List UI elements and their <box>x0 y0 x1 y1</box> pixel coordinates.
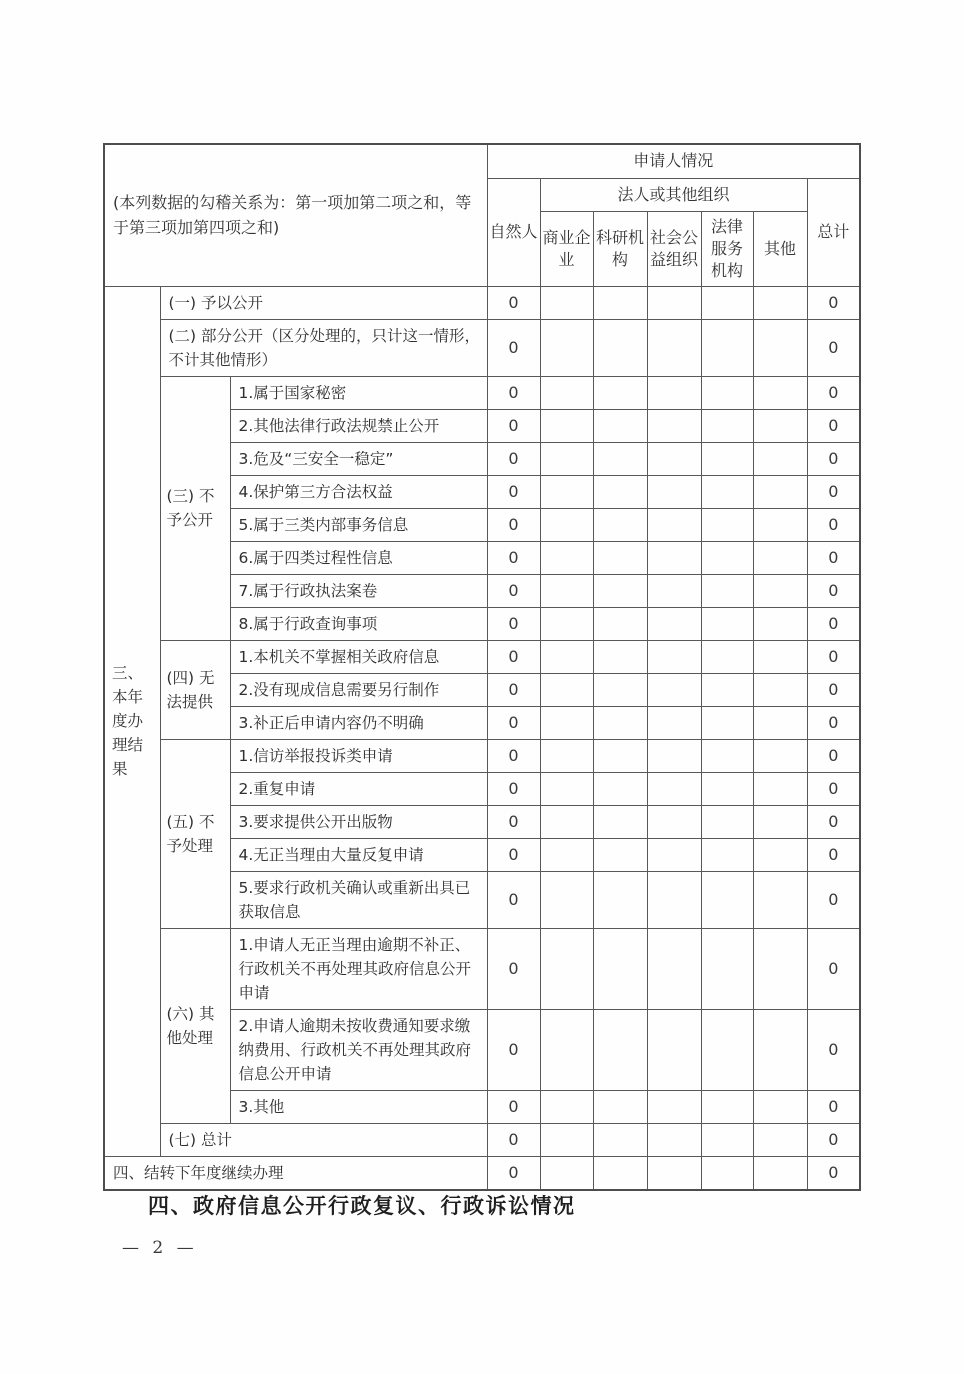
legal-org-group-header: 法人或其他组织 <box>540 178 807 211</box>
row-label-cell: 3.其他 <box>230 1090 487 1123</box>
value-cell <box>647 838 701 871</box>
value-cell <box>701 541 753 574</box>
page-number: — 2 — <box>122 1238 198 1258</box>
value-cell <box>701 607 753 640</box>
value-cell <box>593 607 647 640</box>
value-cell <box>753 409 807 442</box>
value-cell: 0 <box>487 607 540 640</box>
value-cell <box>540 838 593 871</box>
value-cell: 0 <box>487 1009 540 1090</box>
value-cell <box>753 805 807 838</box>
value-cell <box>647 508 701 541</box>
value-cell <box>647 442 701 475</box>
value-cell <box>701 772 753 805</box>
value-cell <box>647 607 701 640</box>
value-cell <box>753 1009 807 1090</box>
header-row-applicant <box>104 144 860 178</box>
row-label-cell: (一) 予以公开 <box>160 286 487 319</box>
value-cell: 0 <box>487 1090 540 1123</box>
value-cell: 0 <box>487 928 540 1009</box>
value-cell <box>753 442 807 475</box>
value-cell <box>647 1090 701 1123</box>
value-cell: 0 <box>487 574 540 607</box>
natural-person-header: 自然人 <box>487 178 540 286</box>
value-cell: 0 <box>807 319 860 376</box>
value-cell <box>701 508 753 541</box>
value-cell <box>701 805 753 838</box>
value-cell <box>701 286 753 319</box>
value-cell <box>753 1090 807 1123</box>
row-label-cell: 四、结转下年度继续办理 <box>104 1156 487 1190</box>
value-cell <box>593 838 647 871</box>
row-label-cell: 5.要求行政机关确认或重新出具已获取信息 <box>230 871 487 928</box>
value-cell: 0 <box>487 409 540 442</box>
row-label-cell: 4.无正当理由大量反复申请 <box>230 838 487 871</box>
value-cell <box>647 376 701 409</box>
value-cell: 0 <box>807 838 860 871</box>
value-cell: 0 <box>487 376 540 409</box>
row-label-cell: 8.属于行政查询事项 <box>230 607 487 640</box>
value-cell <box>647 574 701 607</box>
value-cell <box>540 871 593 928</box>
value-cell <box>753 928 807 1009</box>
group-label-cell: (六) 其他处理 <box>160 928 230 1123</box>
table-row <box>104 1156 860 1190</box>
value-cell <box>753 772 807 805</box>
next-section-heading: 四、政府信息公开行政复议、行政诉讼情况 <box>148 1194 576 1218</box>
value-cell: 0 <box>807 772 860 805</box>
value-cell: 0 <box>807 673 860 706</box>
value-cell <box>540 805 593 838</box>
table-row <box>104 739 860 772</box>
row-label-cell: 7.属于行政执法案卷 <box>230 574 487 607</box>
value-cell <box>647 1009 701 1090</box>
row-label-cell: 3.补正后申请内容仍不明确 <box>230 706 487 739</box>
table-header <box>104 144 860 286</box>
value-cell <box>647 319 701 376</box>
value-cell: 0 <box>487 1156 540 1190</box>
value-cell <box>593 508 647 541</box>
value-cell <box>540 607 593 640</box>
row-label-cell: 1.信访举报投诉类申请 <box>230 739 487 772</box>
value-cell <box>753 739 807 772</box>
value-cell <box>753 838 807 871</box>
value-cell <box>647 475 701 508</box>
value-cell <box>647 409 701 442</box>
row-label-cell: 3.要求提供公开出版物 <box>230 805 487 838</box>
value-cell <box>540 475 593 508</box>
value-cell: 0 <box>807 286 860 319</box>
group-label-cell: (四) 无法提供 <box>160 640 230 739</box>
value-cell <box>540 772 593 805</box>
value-cell <box>753 1156 807 1190</box>
value-cell: 0 <box>807 1123 860 1156</box>
value-cell <box>540 286 593 319</box>
row-label-cell: 1.申请人无正当理由逾期不补正、行政机关不再处理其政府信息公开申请 <box>230 928 487 1009</box>
value-cell <box>701 1123 753 1156</box>
value-cell <box>593 1090 647 1123</box>
value-cell: 0 <box>487 805 540 838</box>
report-table-body <box>104 286 860 1190</box>
value-cell <box>647 706 701 739</box>
value-cell <box>593 319 647 376</box>
row-label-cell: 1.属于国家秘密 <box>230 376 487 409</box>
value-cell <box>647 673 701 706</box>
value-cell: 0 <box>807 508 860 541</box>
value-cell <box>753 673 807 706</box>
value-cell: 0 <box>487 442 540 475</box>
value-cell <box>593 1156 647 1190</box>
value-cell <box>593 640 647 673</box>
value-cell <box>701 442 753 475</box>
row-label-cell: 3.危及“三安全一稳定” <box>230 442 487 475</box>
value-cell <box>753 541 807 574</box>
value-cell <box>647 286 701 319</box>
value-cell <box>540 541 593 574</box>
value-cell <box>701 640 753 673</box>
value-cell: 0 <box>807 1009 860 1090</box>
value-cell <box>593 574 647 607</box>
value-cell <box>540 706 593 739</box>
value-cell: 0 <box>807 928 860 1009</box>
value-cell: 0 <box>487 871 540 928</box>
value-cell: 0 <box>807 706 860 739</box>
value-cell: 0 <box>487 475 540 508</box>
value-cell <box>647 805 701 838</box>
section-label-cell: 三、本年度办理结果 <box>104 286 160 1156</box>
value-cell: 0 <box>807 475 860 508</box>
value-cell <box>701 739 753 772</box>
value-cell <box>701 1156 753 1190</box>
row-label-cell: 5.属于三类内部事务信息 <box>230 508 487 541</box>
table-row <box>104 286 860 319</box>
value-cell: 0 <box>487 673 540 706</box>
table-row <box>104 1123 860 1156</box>
value-cell <box>753 706 807 739</box>
group-label-cell: (三) 不予公开 <box>160 376 230 640</box>
value-cell <box>753 871 807 928</box>
value-cell <box>540 319 593 376</box>
value-cell <box>647 772 701 805</box>
note-cell: (本列数据的勾稽关系为：第一项加第二项之和，等于第三项加第四项之和) <box>104 144 487 286</box>
value-cell: 0 <box>487 772 540 805</box>
value-cell: 0 <box>807 607 860 640</box>
value-cell <box>701 673 753 706</box>
value-cell <box>647 1156 701 1190</box>
group-label-cell: (五) 不予处理 <box>160 739 230 928</box>
row-label-cell: (七) 总计 <box>160 1123 487 1156</box>
row-label-cell: 2.申请人逾期未按收费通知要求缴纳费用、行政机关不再处理其政府信息公开申请 <box>230 1009 487 1090</box>
row-label-cell: 2.重复申请 <box>230 772 487 805</box>
value-cell: 0 <box>807 871 860 928</box>
value-cell <box>647 928 701 1009</box>
value-cell: 0 <box>807 376 860 409</box>
row-label-cell: (二) 部分公开（区分处理的，只计这一情形，不计其他情形） <box>160 319 487 376</box>
value-cell: 0 <box>807 1090 860 1123</box>
org-column-header-social: 社会公益组织 <box>647 211 701 286</box>
value-cell <box>753 1123 807 1156</box>
value-cell <box>540 574 593 607</box>
value-cell <box>540 928 593 1009</box>
value-cell <box>701 871 753 928</box>
value-cell <box>701 376 753 409</box>
value-cell <box>540 508 593 541</box>
value-cell: 0 <box>807 541 860 574</box>
org-column-header-business: 商业企业 <box>540 211 593 286</box>
org-column-header-legal-service: 法律服务机构 <box>701 211 753 286</box>
value-cell <box>647 871 701 928</box>
row-label-cell: 2.其他法律行政法规禁止公开 <box>230 409 487 442</box>
value-cell <box>540 409 593 442</box>
value-cell: 0 <box>487 541 540 574</box>
value-cell <box>593 673 647 706</box>
value-cell <box>593 541 647 574</box>
value-cell <box>540 1090 593 1123</box>
value-cell <box>753 607 807 640</box>
value-cell <box>593 739 647 772</box>
value-cell <box>647 640 701 673</box>
value-cell <box>647 739 701 772</box>
value-cell <box>701 706 753 739</box>
value-cell <box>540 1156 593 1190</box>
value-cell <box>753 319 807 376</box>
value-cell: 0 <box>807 640 860 673</box>
value-cell: 0 <box>807 739 860 772</box>
value-cell <box>647 541 701 574</box>
value-cell <box>701 928 753 1009</box>
value-cell <box>701 1009 753 1090</box>
total-header: 总计 <box>807 178 860 286</box>
table-row <box>104 319 860 376</box>
value-cell <box>701 409 753 442</box>
value-cell: 0 <box>807 574 860 607</box>
row-label-cell: 4.保护第三方合法权益 <box>230 475 487 508</box>
value-cell: 0 <box>487 739 540 772</box>
row-label-cell: 1.本机关不掌握相关政府信息 <box>230 640 487 673</box>
row-label-cell: 6.属于四类过程性信息 <box>230 541 487 574</box>
value-cell: 0 <box>487 286 540 319</box>
value-cell <box>593 1009 647 1090</box>
value-cell <box>753 286 807 319</box>
value-cell <box>593 1123 647 1156</box>
value-cell <box>540 1009 593 1090</box>
value-cell <box>647 1123 701 1156</box>
value-cell <box>753 508 807 541</box>
value-cell: 0 <box>807 1156 860 1190</box>
value-cell <box>593 409 647 442</box>
value-cell <box>701 1090 753 1123</box>
value-cell: 0 <box>487 706 540 739</box>
table-row <box>104 640 860 673</box>
value-cell <box>593 706 647 739</box>
value-cell: 0 <box>487 640 540 673</box>
table-row <box>104 376 860 409</box>
value-cell <box>540 1123 593 1156</box>
value-cell: 0 <box>807 442 860 475</box>
value-cell <box>593 442 647 475</box>
value-cell <box>753 640 807 673</box>
value-cell <box>593 871 647 928</box>
value-cell: 0 <box>807 409 860 442</box>
value-cell <box>753 376 807 409</box>
value-cell <box>593 805 647 838</box>
value-cell <box>593 475 647 508</box>
value-cell <box>753 475 807 508</box>
value-cell <box>593 286 647 319</box>
value-cell <box>701 574 753 607</box>
value-cell <box>540 673 593 706</box>
value-cell <box>593 772 647 805</box>
value-cell <box>540 376 593 409</box>
value-cell: 0 <box>807 805 860 838</box>
value-cell: 0 <box>487 319 540 376</box>
value-cell <box>701 838 753 871</box>
value-cell <box>540 640 593 673</box>
applicant-group-header: 申请人情况 <box>487 144 860 178</box>
org-column-header-research: 科研机构 <box>593 211 647 286</box>
row-label-cell: 2.没有现成信息需要另行制作 <box>230 673 487 706</box>
annual-results-table <box>103 143 861 1191</box>
table-row <box>104 928 860 1009</box>
value-cell <box>540 442 593 475</box>
value-cell <box>593 928 647 1009</box>
value-cell <box>753 574 807 607</box>
value-cell <box>701 319 753 376</box>
value-cell <box>701 475 753 508</box>
value-cell <box>540 739 593 772</box>
value-cell: 0 <box>487 1123 540 1156</box>
value-cell <box>593 376 647 409</box>
value-cell: 0 <box>487 838 540 871</box>
value-cell: 0 <box>487 508 540 541</box>
org-column-header-other: 其他 <box>753 211 807 286</box>
